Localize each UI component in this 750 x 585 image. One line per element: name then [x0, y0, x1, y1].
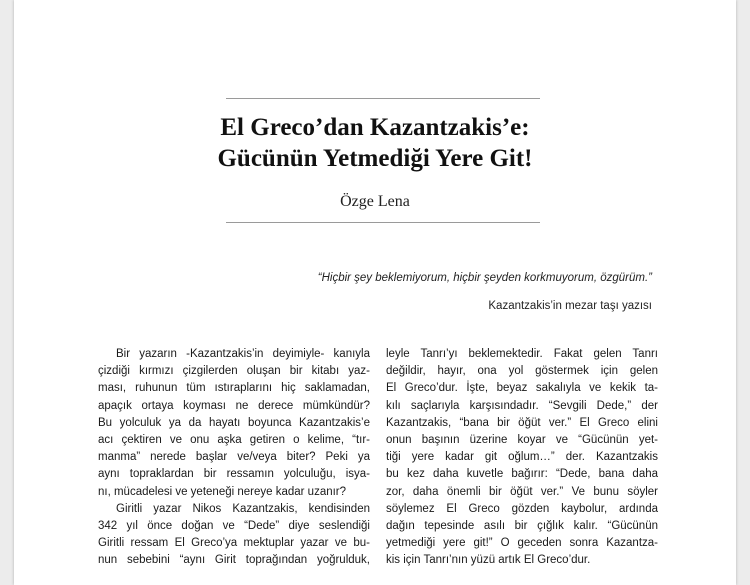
body-line: zor, daha önemli bir öğüt ver.” Ve bunu söyler — [386, 485, 658, 498]
body-column-left — [98, 346, 370, 570]
body-line: aynı topraklardan bir ressamın yolculuğu, isya- — [98, 468, 370, 481]
body-line: Giritli ressam El Greco’ya mektuplar yazar ve bu- — [98, 537, 370, 550]
body-line: Bu yolculuk ya da hayatı boyunca Kazantzakis’e — [98, 416, 370, 429]
body-line: acı çektiren ve onu aşka getiren o kelime, “tır- — [98, 434, 370, 447]
title-line-2: Gücünün Yetmediği Yere Git! — [217, 145, 533, 172]
body-line: nun sebebini “aynı Girit toprağından yoğrulduk, — [98, 554, 370, 567]
body-line: manma” nerede başlar ve/veya biter? Peki ya — [98, 451, 370, 464]
body-line: değildir, hayır, ona yol göstermek için gelen — [386, 365, 658, 378]
body-line: El Greco’dur. İşte, beyaz sakalıyla ve kekik ta- — [386, 382, 658, 395]
article-title — [100, 112, 650, 174]
body-line: çizdiği kırmızı çizgilerden oluşan bir kitabı yaz- — [98, 365, 370, 378]
body-line: yetmediği yere git!” O geceden sonra Kazantza- — [386, 537, 658, 550]
body-line: kis için Tanrı’nın yüzü artık El Greco’dur. — [386, 554, 591, 567]
title-line-1: El Greco’dan Kazantzakis’e: — [220, 114, 530, 141]
body-line: 342 yıl önce doğan ve “Dede” diye seslendiği — [98, 520, 370, 533]
body-column-right — [386, 346, 658, 570]
bottom-divider — [226, 222, 540, 223]
epigraph-quote: “Hiçbir şey beklemiyorum, hiçbir şeyden korkmuyorum, özgürüm.” — [317, 272, 652, 284]
body-line: onun başının üzerine koyar ve “Gücünün yet- — [386, 434, 658, 447]
body-line: kılı saçlarıyla karşısındadır. “Sevgili Dede,” der — [386, 399, 658, 412]
body-line: Bir yazarın -Kazantzakis’in deyimiyle- kanıyla — [116, 348, 370, 360]
body-line: ması, ruhunun tüm ıstıraplarını hiç saklamadan, — [98, 382, 370, 395]
top-divider — [226, 98, 540, 99]
body-line: nı, mücadelesi ve yeteneği nereye kadar uzanır? — [98, 485, 347, 498]
body-line: söylemez El Greco gözden kaybolur, ardında — [386, 502, 658, 515]
body-line: apaçık ortaya koyması ne derece mümkündür? — [98, 399, 370, 412]
body-line: Giritli yazar Nikos Kazantzakis, kendisinden — [116, 502, 370, 515]
epigraph-attribution: Kazantzakis’in mezar taşı yazısı — [488, 300, 652, 312]
body-line: bu kez daha kuvetle bağırır: “Dede, bana daha — [386, 468, 658, 481]
body-line: leyle Tanrı’yı beklemektedir. Fakat gelen Tanrı — [386, 348, 658, 360]
body-line: dağın tepesinde asılı bir çığlık kalır. “Gücünün — [386, 520, 658, 533]
author-name: Özge Lena — [340, 193, 410, 210]
body-line: tiği yere kadar git oğlum…” der. Kazantzakis — [386, 451, 658, 464]
body-line: Kazantzakis, “bana bir öğüt ver.” El Greco elini — [386, 416, 658, 429]
